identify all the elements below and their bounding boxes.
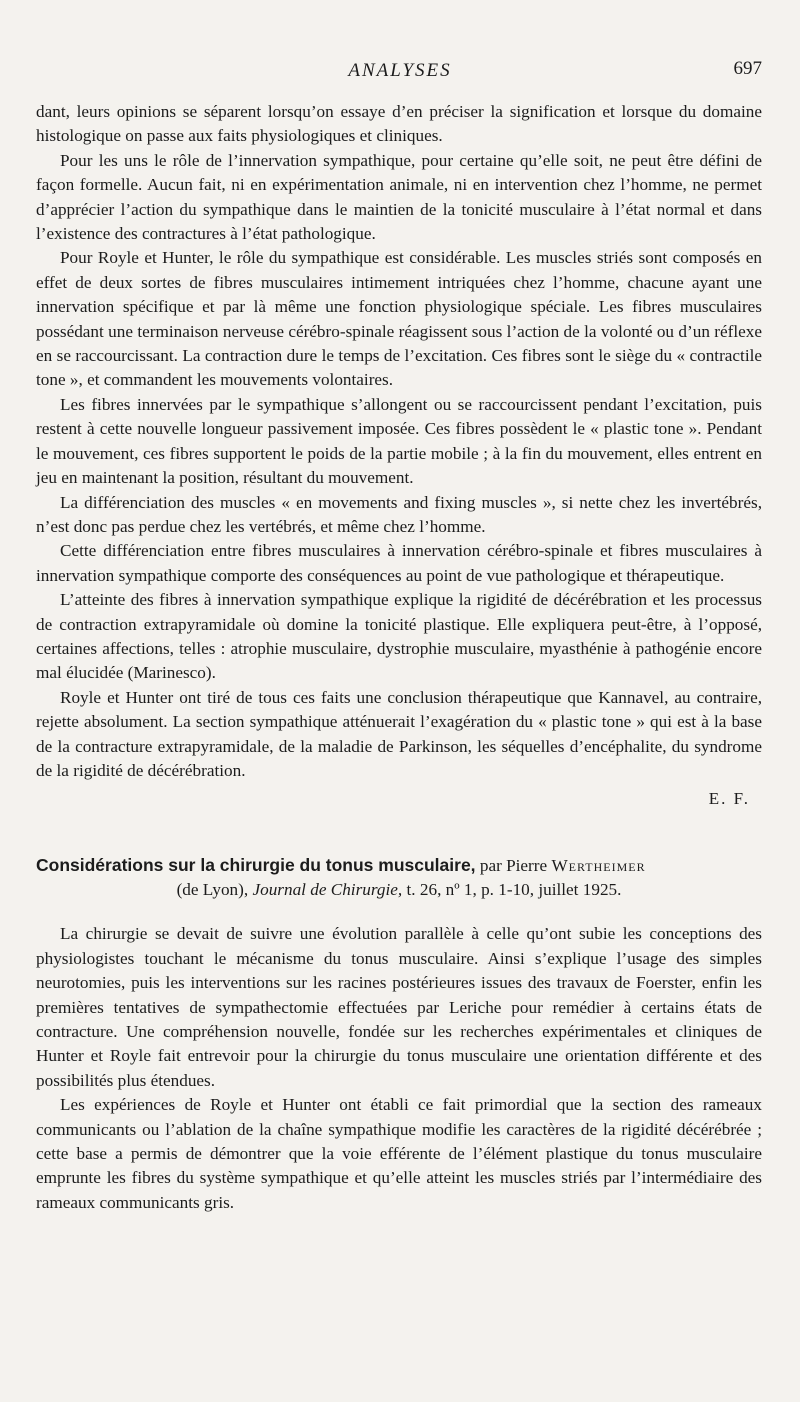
paragraph: Cette différenciation entre fibres musculaires à innervation cérébro-spinale et fibres musculaires à innervation sympathique comporte des conséquences au point de vue pathologique et thérapeutique. xyxy=(36,541,762,585)
article-body xyxy=(36,100,762,1215)
review-by: par Pierre xyxy=(479,856,548,876)
review-author: Wertheimer xyxy=(551,856,646,876)
review-citation: t. 26, nº 1, p. 1-10, juillet 1925. xyxy=(406,880,622,900)
paragraph: Les fibres innervées par le sympathique s’allongent ou se raccourcissent pendant l’excitation, puis restent à cette nouvelle longueur passivement imposée. Ces fibres possèdent le « plastic tone ». Pendant le mouvement, ces fibres supportent le poids de la partie mobile ; à la fin du mouvement, elles entrent en jeu en maintenant la position, résultant du mouvement. xyxy=(36,394,762,488)
running-title: ANALYSES xyxy=(348,60,452,81)
signature: E. F. xyxy=(708,789,750,809)
paragraph: Pour Royle et Hunter, le rôle du sympathique est considérable. Les muscles striés sont composés en effet de deux sortes de fibres musculaires intimement intriquées chez l’homme, chacune ayant une innervation spécifique et par là même une fonction physiologique spéciale. Les fibres musculaires possédant une terminaison nerveuse cérébro-spinale réagissent sous l’action de la volonté ou d’un réflexe en se raccourcissant. La contraction dure le temps de l’excitation. Ces fibres sont le siège du « contractile tone », et commandent les mouvements volontaires. xyxy=(36,248,762,390)
page-header xyxy=(0,58,800,84)
paragraph: dant, leurs opinions se séparent lorsqu’on essaye d’en préciser la signification et lorsque du domaine histologique on passe aux faits physiologiques et cliniques. xyxy=(36,102,762,146)
page-number: 697 xyxy=(733,58,762,79)
review-journal: Journal de Chirurgie, xyxy=(252,880,403,900)
paragraph: Pour les uns le rôle de l’innervation sympathique, pour certaine qu’elle soit, ne peut être défini de façon formelle. Aucun fait, ni en expérimentation animale, ni en intervention chez l’homme, ne permet d’apprécier l’action du sympathique dans le maintien de la tonicité musculaire à l’état normal et dans l’existence des contractures à l’état pathologique. xyxy=(36,150,762,244)
paragraph: La chirurgie se devait de suivre une évolution parallèle à celle qu’ont subie les conceptions des physiologistes touchant le mécanisme du tonus musculaire. Ainsi s’explique l’usage des simples neurotomies, puis les interventions sur les racines postérieures issues des travaux de Foerster, enfin les premières tentatives de sympathectomie effectuées par Leriche pour remédier à certains états de contracture. Une compréhension nouvelle, fondée sur les recherches expérimentales et cliniques de Hunter et Royle fait entrevoir pour la chirurgie du tonus musculaire une orientation différente et des possibilités plus étendues. xyxy=(36,924,762,1090)
review-heading xyxy=(36,853,762,902)
review-title: Considérations sur la chirurgie du tonus musculaire, xyxy=(36,855,476,876)
paragraph: Royle et Hunter ont tiré de tous ces faits une conclusion thérapeutique que Kannavel, au contraire, rejette absolument. La section sympathique atténuerait l’exagération du « plastic tone » qui est à la base de la contracture extrapyramidale, de la maladie de Parkinson, les séquelles d’encéphalite, du syndrome de la rigidité de décérébration. xyxy=(36,687,762,780)
review-affiliation: (de Lyon), xyxy=(176,880,249,900)
review-citation-line xyxy=(36,878,762,902)
paragraph: La différenciation des muscles « en movements and fixing muscles », si nette chez les invertébrés, n’est donc pas perdue chez les vertébrés, et même chez l’homme. xyxy=(36,492,762,536)
paragraph: Les expériences de Royle et Hunter ont établi ce fait primordial que la section des rameaux communicants ou l’ablation de la chaîne sympathique modifie les caractères de la rigidité décérébrée ; cette base a permis de démontrer que la voie efférente de l’élément plastique du tonus musculaire emprunte les fibres du système sympathique et qu’elle atteint les muscles striés par l’intermédiaire des rameaux communicants gris. xyxy=(36,1095,762,1212)
review-body xyxy=(36,922,762,1215)
paragraph: L’atteinte des fibres à innervation sympathique explique la rigidité de décérébration et les processus de contraction extrapyramidale où domine la tonicité plastique. Elle expliquera peut-être, à l’opposé, certaines affections, telles : atrophie musculaire, dystrophie musculaire, myasthénie à pathogénie encore mal élucidée (Marinesco). xyxy=(36,590,762,683)
